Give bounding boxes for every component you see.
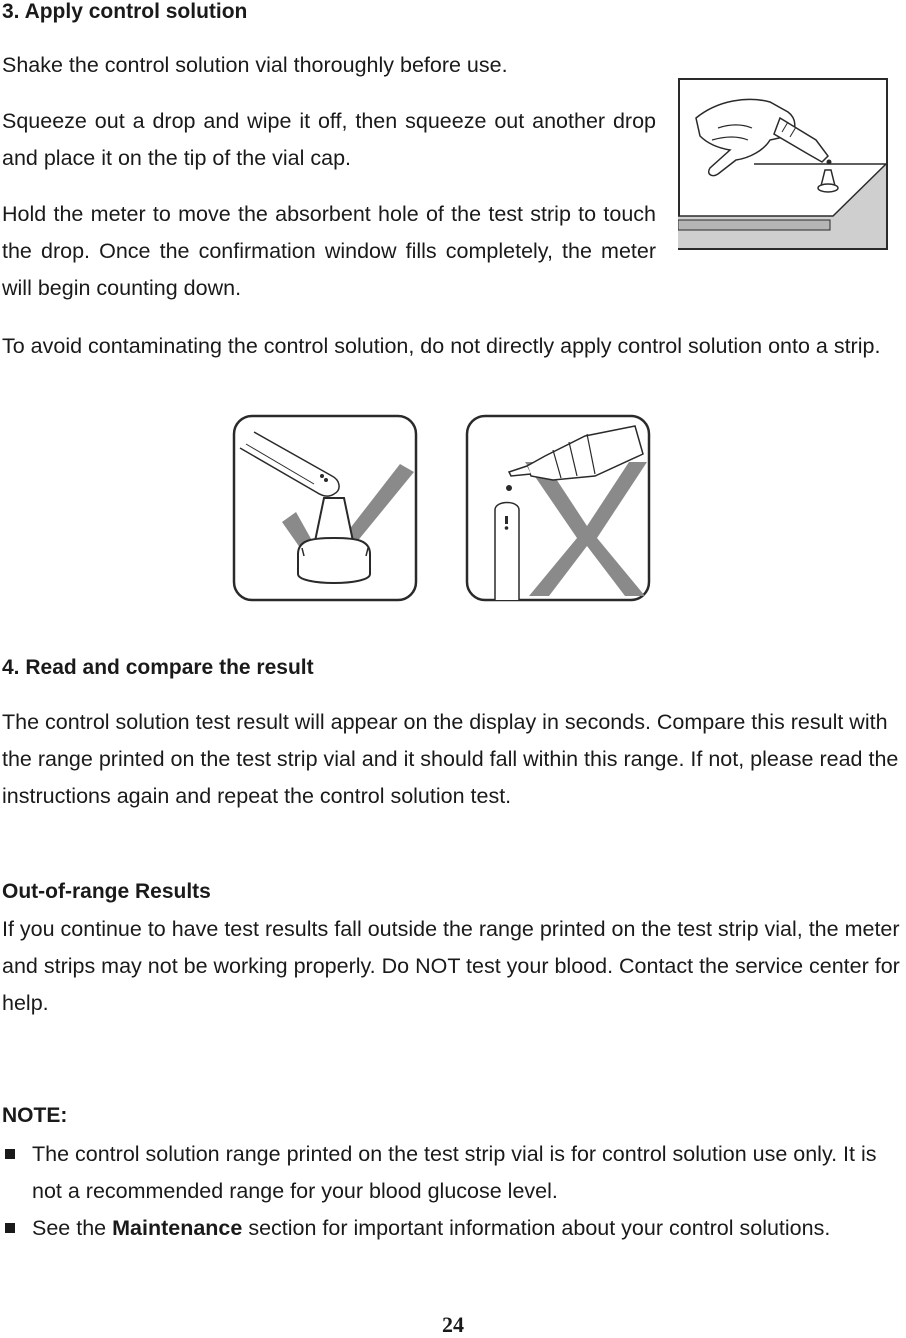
section-4-heading: 4. Read and compare the result: [2, 656, 314, 679]
section-3-heading: 3. Apply control solution: [2, 0, 248, 23]
shake-instruction: Shake the control solution vial thoroughly before use.: [2, 53, 508, 77]
note-bullet-1: [2, 1136, 902, 1210]
note-bullet-2-text: [32, 1210, 902, 1247]
note-bullet-2-post: section for important information about your control solutions.: [248, 1216, 831, 1240]
note-bullet-2-pre: See the: [32, 1216, 107, 1240]
out-of-range-heading: Out-of-range Results: [2, 880, 211, 903]
contamination-warning: To avoid contaminating the control solution, do not directly apply control solution onto a strip.: [2, 334, 881, 358]
incorrect-method-illustration: [465, 414, 651, 602]
out-of-range-text: If you continue to have test results fall outside the range printed on the test strip vial, the meter and strips may not be working properly. Do NOT test your blood. Contact the service center for help.: [2, 917, 900, 1015]
note-bullet-1-text: The control solution range printed on the test strip vial is for control solution use only. It is not a recommended range for your blood glucose level.: [32, 1142, 877, 1203]
read-result-instruction: The control solution test result will appear on the display in seconds. Compare this result with the range printed on the test strip vial and it should fall within this range. If not, please read the instructions again and repeat the control solution test.: [2, 710, 899, 808]
apply-drop-illustration: [678, 78, 888, 250]
square-bullet-icon: [5, 1149, 15, 1159]
hold-meter-instruction: Hold the meter to move the absorbent hole of the test strip to touch the drop. Once the confirmation window fills completely, the meter will begin counting down.: [2, 202, 656, 300]
correct-method-illustration: [232, 414, 418, 602]
page-number: 24: [442, 1312, 464, 1337]
square-bullet-icon: [5, 1223, 15, 1233]
note-heading: NOTE:: [2, 1104, 68, 1127]
maintenance-reference: Maintenance: [112, 1216, 243, 1240]
squeeze-instruction: Squeeze out a drop and wipe it off, then squeeze out another drop and place it on the tip of the vial cap.: [2, 109, 656, 170]
note-bullet-2: [2, 1210, 902, 1247]
